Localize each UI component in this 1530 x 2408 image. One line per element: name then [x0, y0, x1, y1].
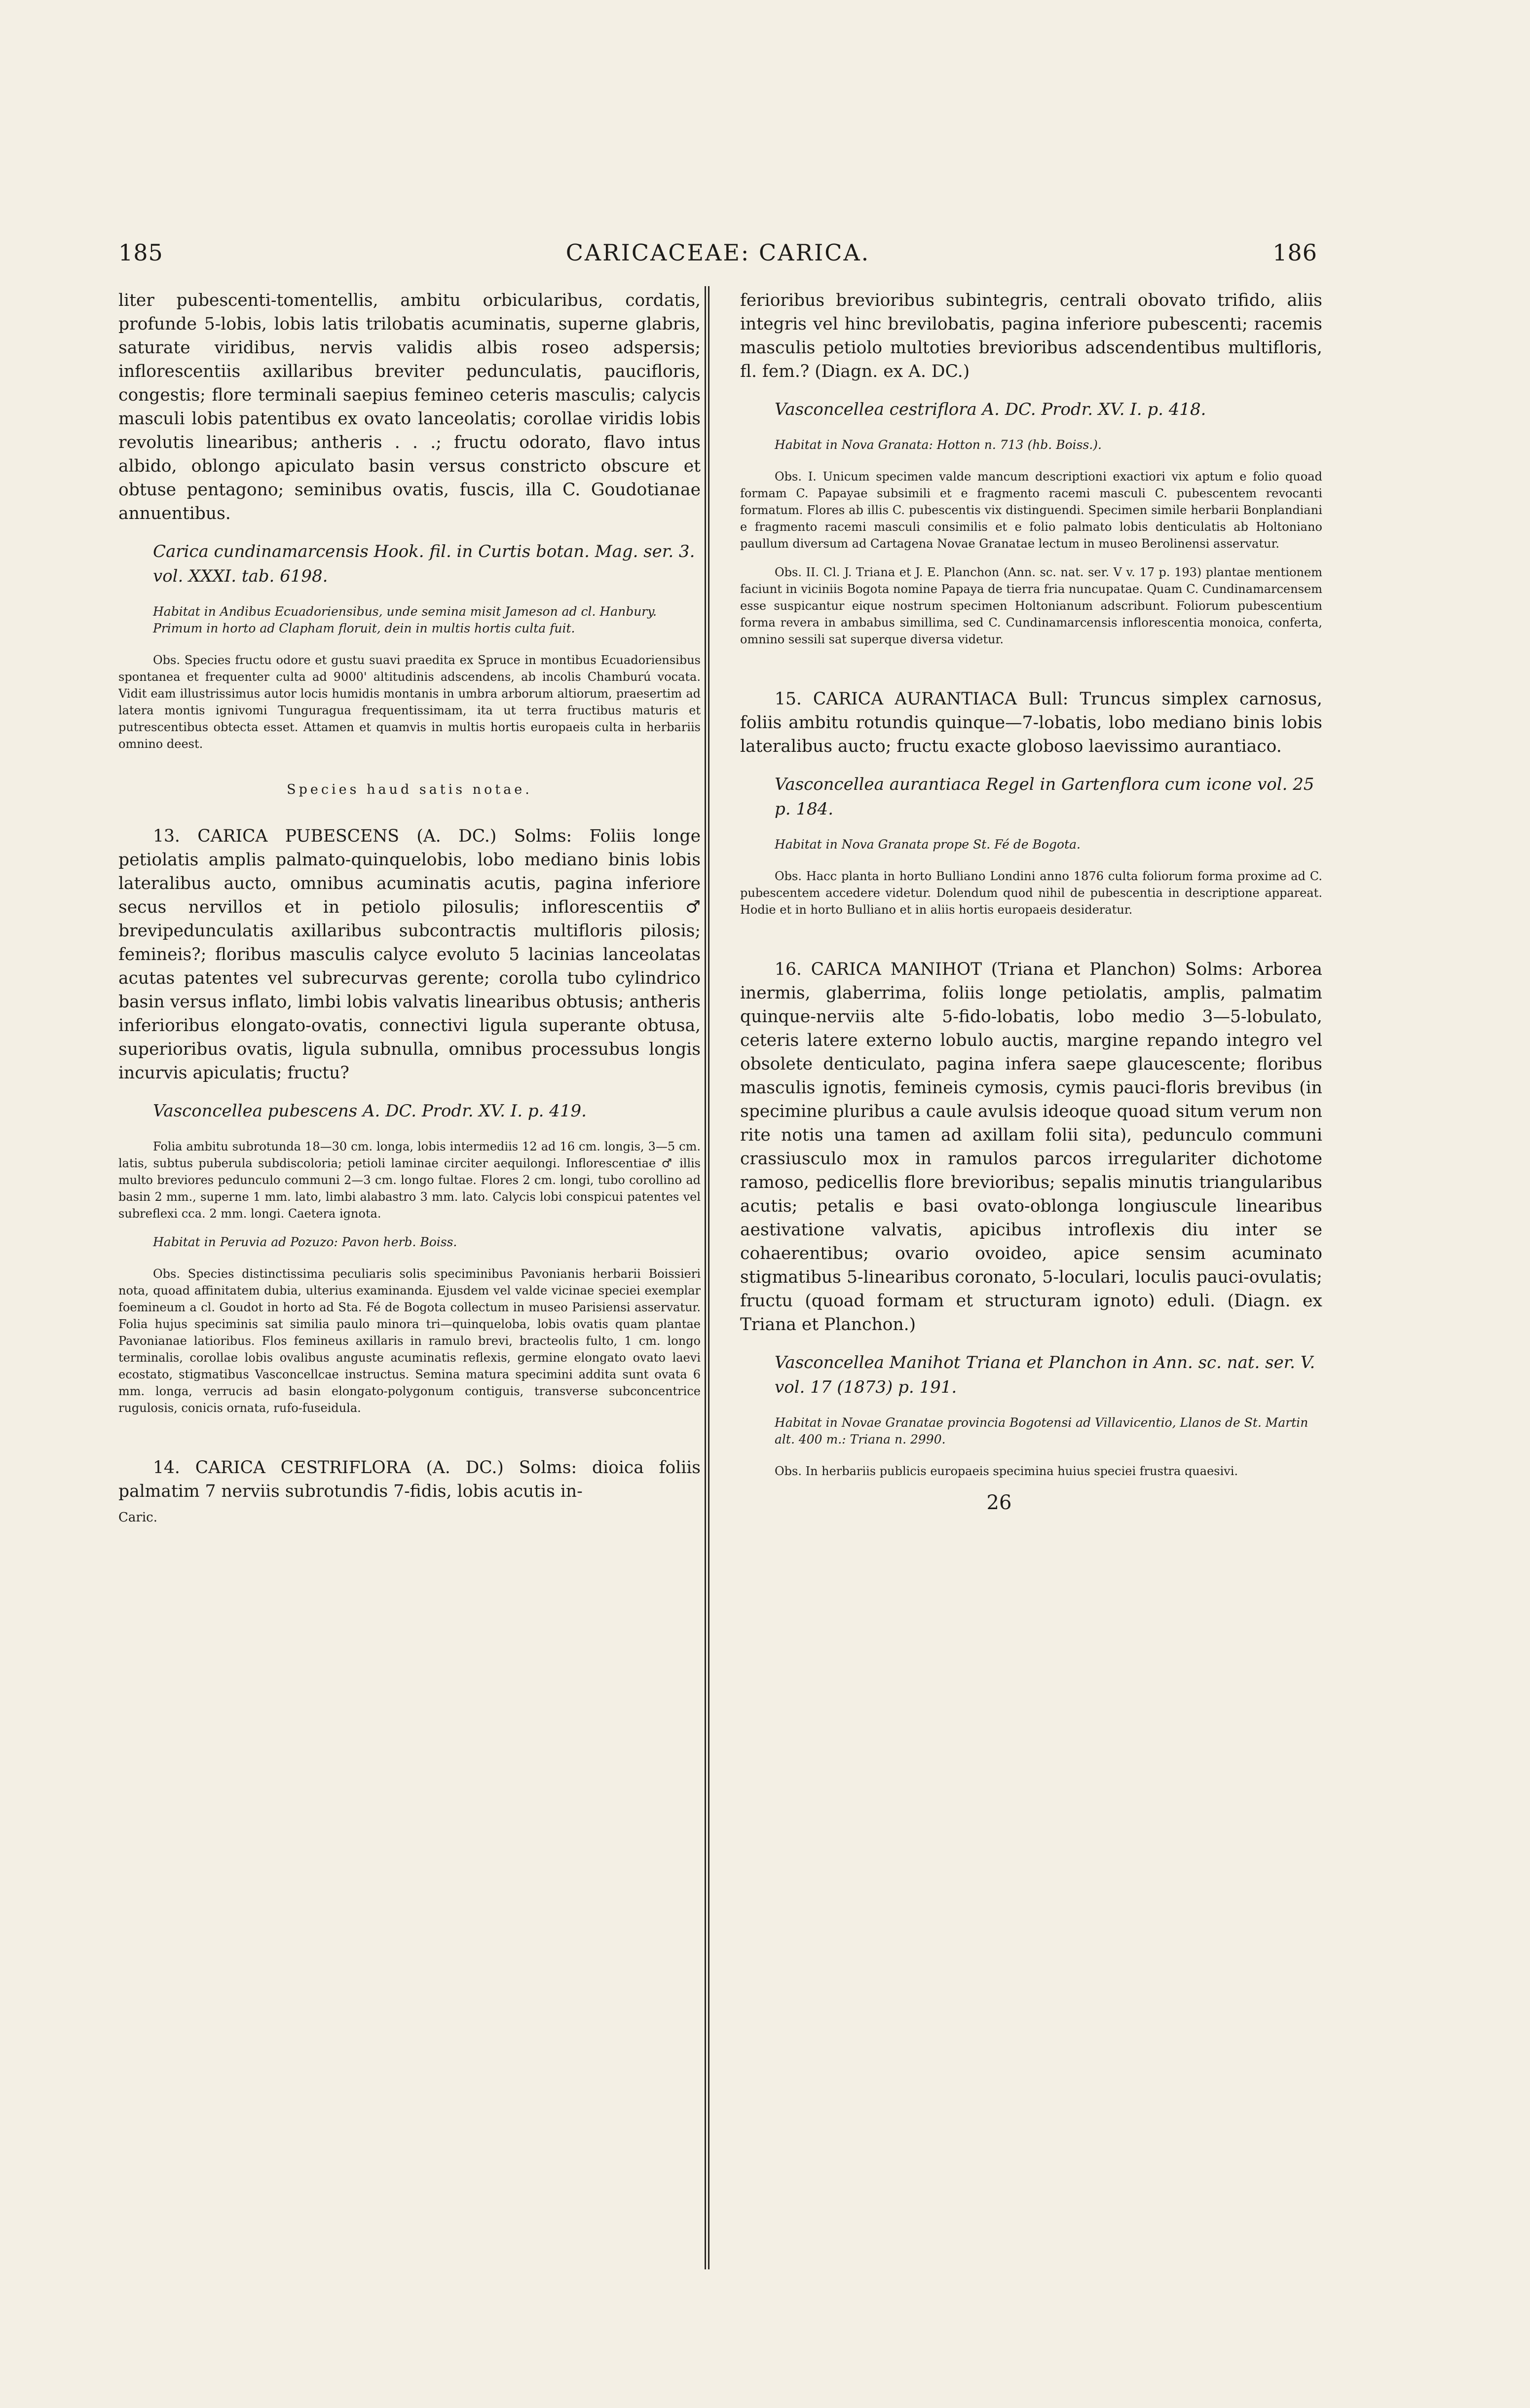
species-13-diagnosis: 13. CARICA PUBESCENS (A. DC.) Solms: Foliis longe petiolatis amplis palmato-quinquelobis, lobo mediano binis lobis lateralibus aucto, omnibus acuminatis acutis, pagina inferiore secus nervillos et in petiolo pilosulis; inflorescentiis ♂ brevipedunculatis axillaribus subcontractis multifloris pilosis; femineis?; floribus masculis calyce evoluto 5 lacinias lanceolatas acutas patentes vel subrecurvas gerente; corolla tubo cylindrico basin versus inflato, limbi lobis valvatis linearibus obtusis; antheris inferioribus elongato-ovatis, connectivi ligula superante obtusa, superioribus ovatis, ligula subnulla, omnibus processubus longis incurvis apiculatis; fructu?: [118, 826, 701, 1083]
page-number-right: 186: [1272, 239, 1317, 266]
synonym-15: Vasconcellea aurantiaca Regel in Gartenflora cum icone vol. 25 p. 184.: [775, 775, 1314, 819]
description-13: Folia ambitu subrotunda 18—30 cm. longa, lobis intermediis 12 ad 16 cm. longis, 3—5 cm. latis, subtus puberula subdiscoloria; petioli laminae circiter aequilongi. Inflorescentiae ♂ illis multo breviores pedunculo communi 2—3 cm. longo fultae. Flores 2 cm. longi, tubo corollino ad basin 2 mm., superne 1 mm. lato, limbi alabastro 3 mm. lato. Calycis lobi conspicui patentes vel subreflexi cca. 2 mm. longi. Caetera ignota.: [118, 1140, 701, 1221]
footer-page-number: 26: [986, 1491, 1012, 1514]
species-15-diagnosis: 15. CARICA AURANTIACA Bull: Truncus simplex carnosus, foliis ambitu rotundis quinque—7-lobatis, lobo mediano binis lobis lateralibus aucto; fructu exacte globoso laevissimo aurantiaco.: [740, 689, 1322, 756]
observation-14-ii: Obs. II. Cl. J. Triana et J. E. Planchon (Ann. sc. nat. ser. V v. 17 p. 193) plantae mentionem faciunt in viciniis Bogota nomine Papaya de tierra fria nuncupatae. Quam C. Cundinamarcensem esse suspicantur eique nostrum specimen Holtonianum adscribunt. Foliorum pubescentium forma revera in ambabus simillima, sed C. Cundinamarcensis inflorescentia monoica, conferta, omnino sessili sat superque diversa videtur.: [740, 565, 1322, 646]
right-column: [740, 289, 1322, 1514]
left-column: [118, 289, 701, 1525]
signature-mark: Caric.: [118, 1510, 157, 1525]
habitat-14: Habitat in Nova Granata: Hotton n. 713 (hb. Boiss.).: [775, 438, 1102, 452]
synonym-16: Vasconcellea Manihot Triana et Planchon in Ann. sc. nat. ser. V. vol. 17 (1873) p. 191.: [775, 1353, 1315, 1397]
description-continued: liter pubescenti-tomentellis, ambitu orbicularibus, cordatis, profunde 5-lobis, lobis latis trilobatis acuminatis, superne glabris, saturate viridibus, nervis validis albis roseo adspersis; inflorescentiis axillaribus breviter pedunculatis, paucifloris, congestis; flore terminali saepius femineo ceteris masculis; calycis masculi lobis patentibus ex ovato lanceolatis; corollae viridis lobis revolutis linearibus; antheris . . .; fructu odorato, flavo intus albido, oblongo apiculato basin versus constricto obscure et obtuse pentagono; seminibus ovatis, fuscis, illa C. Goudotianae annuentibus.: [118, 291, 701, 523]
habitat-cundinamarcensis: Habitat in Andibus Ecuadoriensibus, unde semina misit Jameson ad cl. Hanbury. Primum in horto ad Clapham floruit, dein in multis hortis culta fuit.: [153, 604, 657, 635]
habitat-16: Habitat in Novae Granatae provincia Bogotensi ad Villavicentio, Llanos de St. Martin alt. 400 m.: Triana n. 2990.: [775, 1415, 1308, 1446]
observation-13: Obs. Species distinctissima peculiaris solis speciminibus Pavonianis herbarii Boissieri nota, quoad affinitatem dubia, ulterius examinanda. Ejusdem vel valde vicinae speciei exemplar foemineum a cl. Goudot in horto ad Sta. Fé de Bogota collectum in museo Parisiensi asservatur. Folia hujus speciminis sat similia paulo minora tri—quinqueloba, lobis ovatis quam plantae Pavonianae latioribus. Flos femineus axillaris in ramulo brevi, bracteolis fulto, 1 cm. longo terminalis, corollae lobis ovalibus anguste acuminatis reflexis, germine elongato ovato laevi ecostato, stigmatibus Vasconcellcae instructus. Semina matura specimini addita sunt ovata 6 mm. longa, verrucis ad basin elongato-polygonum contiguis, transverse subconcentrice rugulosis, conicis ornata, rufo-fuseidula.: [118, 1267, 701, 1415]
observation-cundinamarcensis: Obs. Species fructu odore et gustu suavi praedita ex Spruce in montibus Ecuadoriensibus spontanea et frequenter culta ad 9000' altitudinis adscendens, ab incolis Chamburú vocata. Vidit eam illustrissimus autor locis humidis montanis in umbra arborum altiorum, praesertim ad latera montis ignivomi Tunguragua frequentissimam, ita ut terra fructibus maturis et putrescentibus obtecta esset. Attamen et quamvis in multis hortis europaeis culta in herbariis omnino deest.: [118, 653, 701, 751]
section-heading: Species haud satis notae.: [287, 782, 532, 797]
page-number-left: 185: [118, 239, 163, 266]
synonym-cundinamarcensis: Carica cundinamarcensis Hook. fil. in Curtis botan. Mag. ser. 3. vol. XXXI. tab. 6198.: [153, 542, 695, 586]
species-14-diagnosis: 14. CARICA CESTRIFLORA (A. DC.) Solms: dioica foliis palmatim 7 nerviis subrotundis 7-fidis, lobis acutis in-: [118, 1458, 701, 1501]
observation-16: Obs. In herbariis publicis europaeis specimina huius speciei frustra quaesivi.: [775, 1464, 1238, 1478]
running-title: CARICACEAE: CARICA.: [565, 239, 870, 266]
synonym-14: Vasconcellea cestriflora A. DC. Prodr. XV. I. p. 418.: [775, 400, 1206, 419]
synonym-13: Vasconcellea pubescens A. DC. Prodr. XV. I. p. 419.: [153, 1101, 587, 1121]
observation-15: Obs. Hacc planta in horto Bulliano Londini anno 1876 culta foliorum forma proxime ad C. pubescentem accedere videtur. Dolendum quod nihil de pubescentia in descriptione appareat. Hodie et in horto Bulliano et in aliis hortis europaeis desideratur.: [740, 869, 1322, 917]
species-16-diagnosis: 16. CARICA MANIHOT (Triana et Planchon) Solms: Arborea inermis, glaberrima, foliis longe petiolatis, amplis, palmatim quinque-nerviis alte 5-fido-lobatis, lobo medio 3—5-lobulato, ceteris latere externo lobulo auctis, margine repando integro vel obsolete denticulato, pagina infera saepe glaucescente; floribus masculis ignotis, femineis cymosis, cymis pauci-floris brevibus (in specimine pluribus a caule avulsis ideoque quoad situm verum non rite notis una tamen ad axillam folii sita), pedunculo communi crassiusculo mox in ramulos parcos irregulariter dichotome ramoso, pedicellis flore brevioribus; sepalis minutis triangularibus acutis; petalis e basi ovato-oblonga longiuscule linearibus aestivatione valvatis, apicibus introflexis diu inter se cohaerentibus; ovario ovoideo, apice sensim acuminato stigmatibus 5-linearibus coronato, 5-loculari, loculis pauci-ovulatis; fructu (quoad formam et structuram ignoto) eduli. (Diagn. ex Triana et Planchon.): [740, 960, 1322, 1334]
running-header: [118, 239, 1317, 274]
column-divider: [705, 286, 709, 2269]
observation-14-i: Obs. I. Unicum specimen valde mancum descriptioni exactiori vix aptum e folio quoad formam C. Papayae subsimili et e fragmento racemi masculi C. pubescentem revocanti formatum. Flores ab illis C. pubescentis vix distinguendi. Specimen simile herbarii Bonplandiani e fragmento racemi masculi consimilis et e folio palmato lobis denticulatis ab Holtoniano paullum diversum ad Cartagena Novae Granatae lectum in museo Berolinensi asservatur.: [740, 470, 1322, 551]
species-14-continued: ferioribus brevioribus subintegris, centrali obovato trifido, aliis integris vel hinc brevilobatis, pagina inferiore pubescenti; racemis masculis petiolo multoties brevioribus adscendentibus multifloris, fl. fem.? (Diagn. ex A. DC.): [740, 291, 1322, 381]
habitat-15: Habitat in Nova Granata prope St. Fé de Bogota.: [775, 837, 1081, 852]
habitat-13: Habitat in Peruvia ad Pozuzo: Pavon herb. Boiss.: [153, 1235, 457, 1249]
